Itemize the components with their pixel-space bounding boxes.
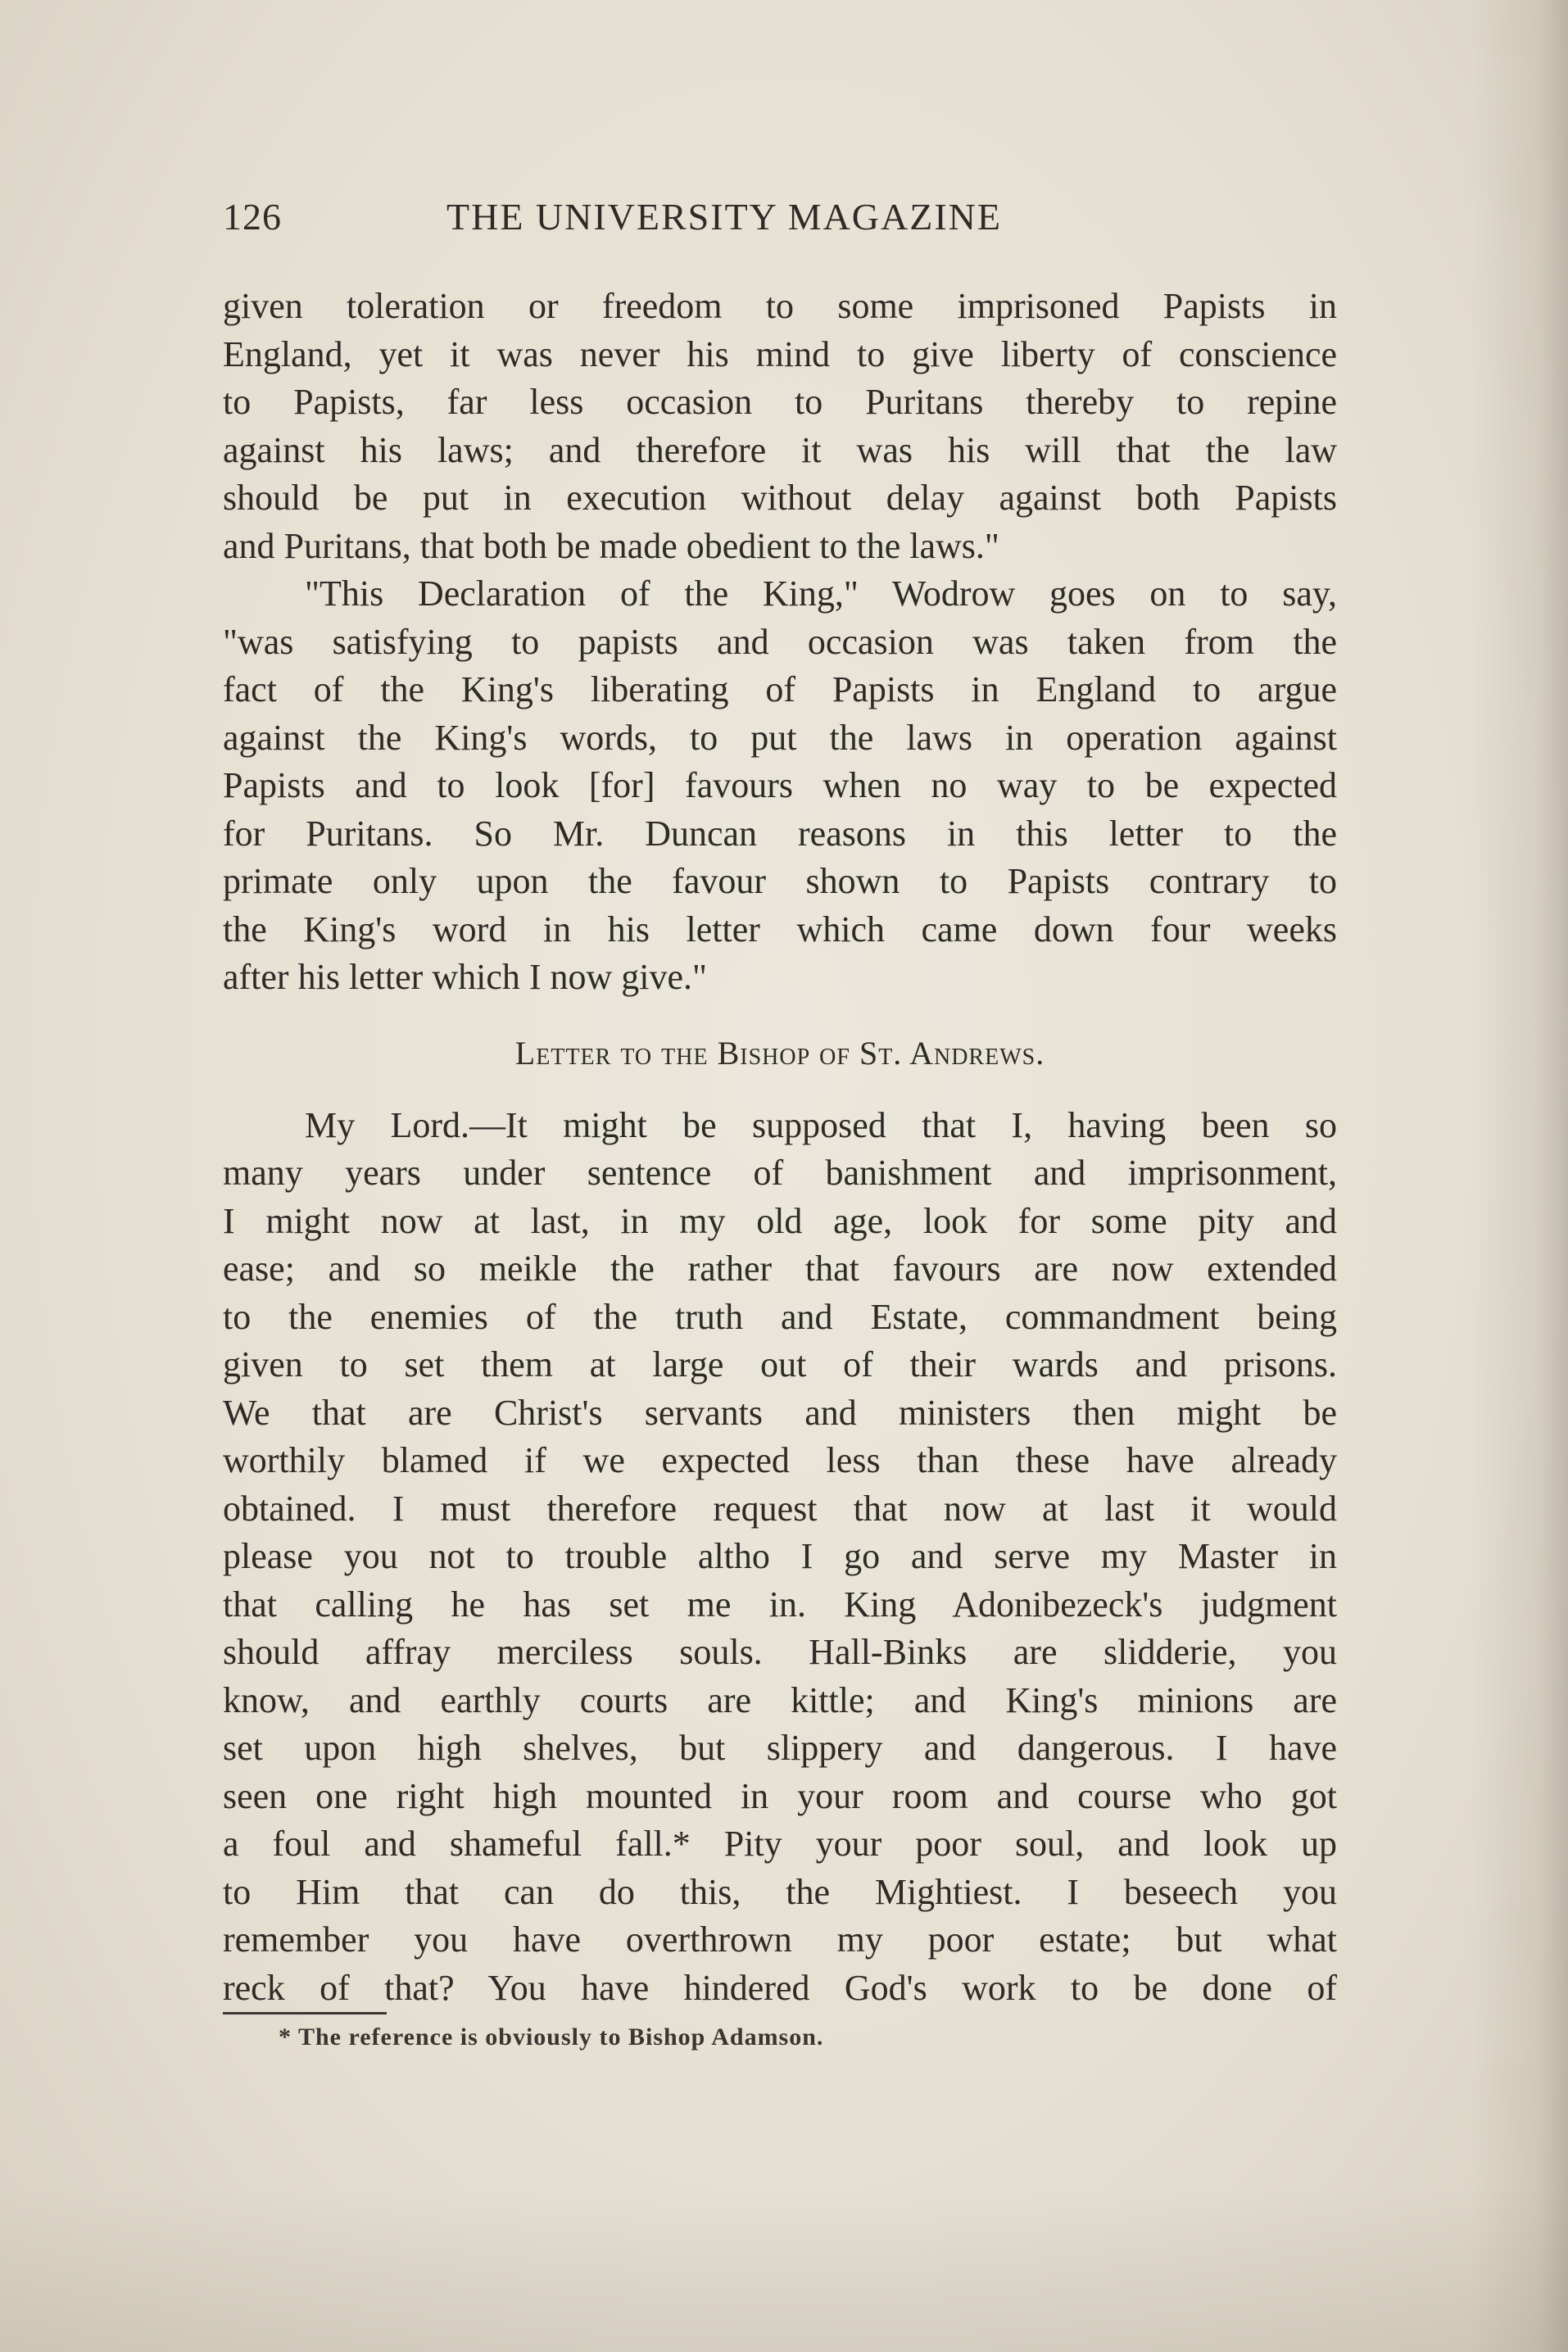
letter-body <box>223 1102 1337 2013</box>
text-line: after his letter which I now give." <box>223 957 707 997</box>
text-line: I might now at last, in my old age, look for some pity and <box>223 1200 1337 1241</box>
text-line: obtained. I must therefore request that now at last it would <box>223 1488 1337 1529</box>
text-line: given toleration or freedom to some imprisoned Papists in <box>223 286 1337 326</box>
text-line: for Puritans. So Mr. Duncan reasons in this letter to the <box>223 813 1337 854</box>
text-line: We that are Christ's servants and ministers then might be <box>223 1392 1337 1433</box>
page-number: 126 <box>223 196 282 238</box>
text-line: remember you have overthrown my poor estate; but what <box>223 1919 1337 1960</box>
text-line: to the enemies of the truth and Estate, commandment being <box>223 1296 1337 1337</box>
text-line: worthily blamed if we expected less than these have already <box>223 1440 1337 1480</box>
text-line: "This Declaration of the King," Wodrow goes on to say, <box>305 573 1337 614</box>
text-line: should be put in execution without delay against both Papists <box>223 478 1337 518</box>
page-edge-shadow <box>1470 0 1568 2352</box>
text-line: given to set them at large out of their wards and prisons. <box>223 1344 1337 1384</box>
footnote-rule <box>223 2012 387 2014</box>
text-line: Papists and to look [for] favours when no way to be expected <box>223 765 1337 805</box>
text-line: ease; and so meikle the rather that favours are now extended <box>223 1249 1337 1289</box>
text-line: fact of the King's liberating of Papists in England to argue <box>223 669 1337 709</box>
text-line: the King's word in his letter which came down four weeks <box>223 909 1337 949</box>
text-line: to Him that can do this, the Mightiest. I beseech you <box>223 1871 1337 1912</box>
page-bottom-shadow <box>0 2188 1568 2352</box>
text-line: My Lord.—It might be supposed that I, having been so <box>305 1104 1337 1145</box>
text-line: a foul and shameful fall.* Pity your poor soul, and look up <box>223 1824 1337 1864</box>
text-line: please you not to trouble altho I go and serve my Master in <box>223 1536 1337 1576</box>
section-heading: Letter to the Bishop of St. Andrews. <box>514 1034 1045 1072</box>
paragraph-continuation <box>223 283 1337 570</box>
text-line: reck of that? You have hindered God's work to be done of <box>223 1967 1337 2008</box>
text-line: that calling he has set me in. King Adonibezeck's judgment <box>223 1584 1337 1625</box>
text-line: against his laws; and therefore it was his will that the law <box>223 429 1337 470</box>
text-line: England, yet it was never his mind to give liberty of conscience <box>223 333 1337 374</box>
text-line: against the King's words, to put the laws in operation against <box>223 717 1337 758</box>
text-line: to Papists, far less occasion to Puritans thereby to repine <box>223 382 1337 422</box>
text-line: know, and earthly courts are kittle; and King's minions are <box>223 1679 1337 1720</box>
running-head <box>223 195 1337 252</box>
text-line: "was satisfying to papists and occasion was taken from the <box>223 621 1337 662</box>
text-line: should affray merciless souls. Hall-Binks are slidderie, you <box>223 1632 1337 1672</box>
text-line: and Puritans, that both be made obedient to the laws." <box>223 525 999 566</box>
text-line: seen one right high mounted in your room and course who got <box>223 1775 1337 1816</box>
text-line: set upon high shelves, but slippery and dangerous. I have <box>223 1728 1337 1768</box>
text-line: primate only upon the favour shown to Papists contrary to <box>223 861 1337 901</box>
text-line: many years under sentence of banishment and imprisonment, <box>223 1153 1337 1193</box>
journal-title: THE UNIVERSITY MAGAZINE <box>446 196 1002 238</box>
footnote: * The reference is obviously to Bishop Adamson. <box>279 2023 824 2051</box>
paragraph-wodrow <box>223 570 1337 1002</box>
body-text <box>223 283 1337 2012</box>
